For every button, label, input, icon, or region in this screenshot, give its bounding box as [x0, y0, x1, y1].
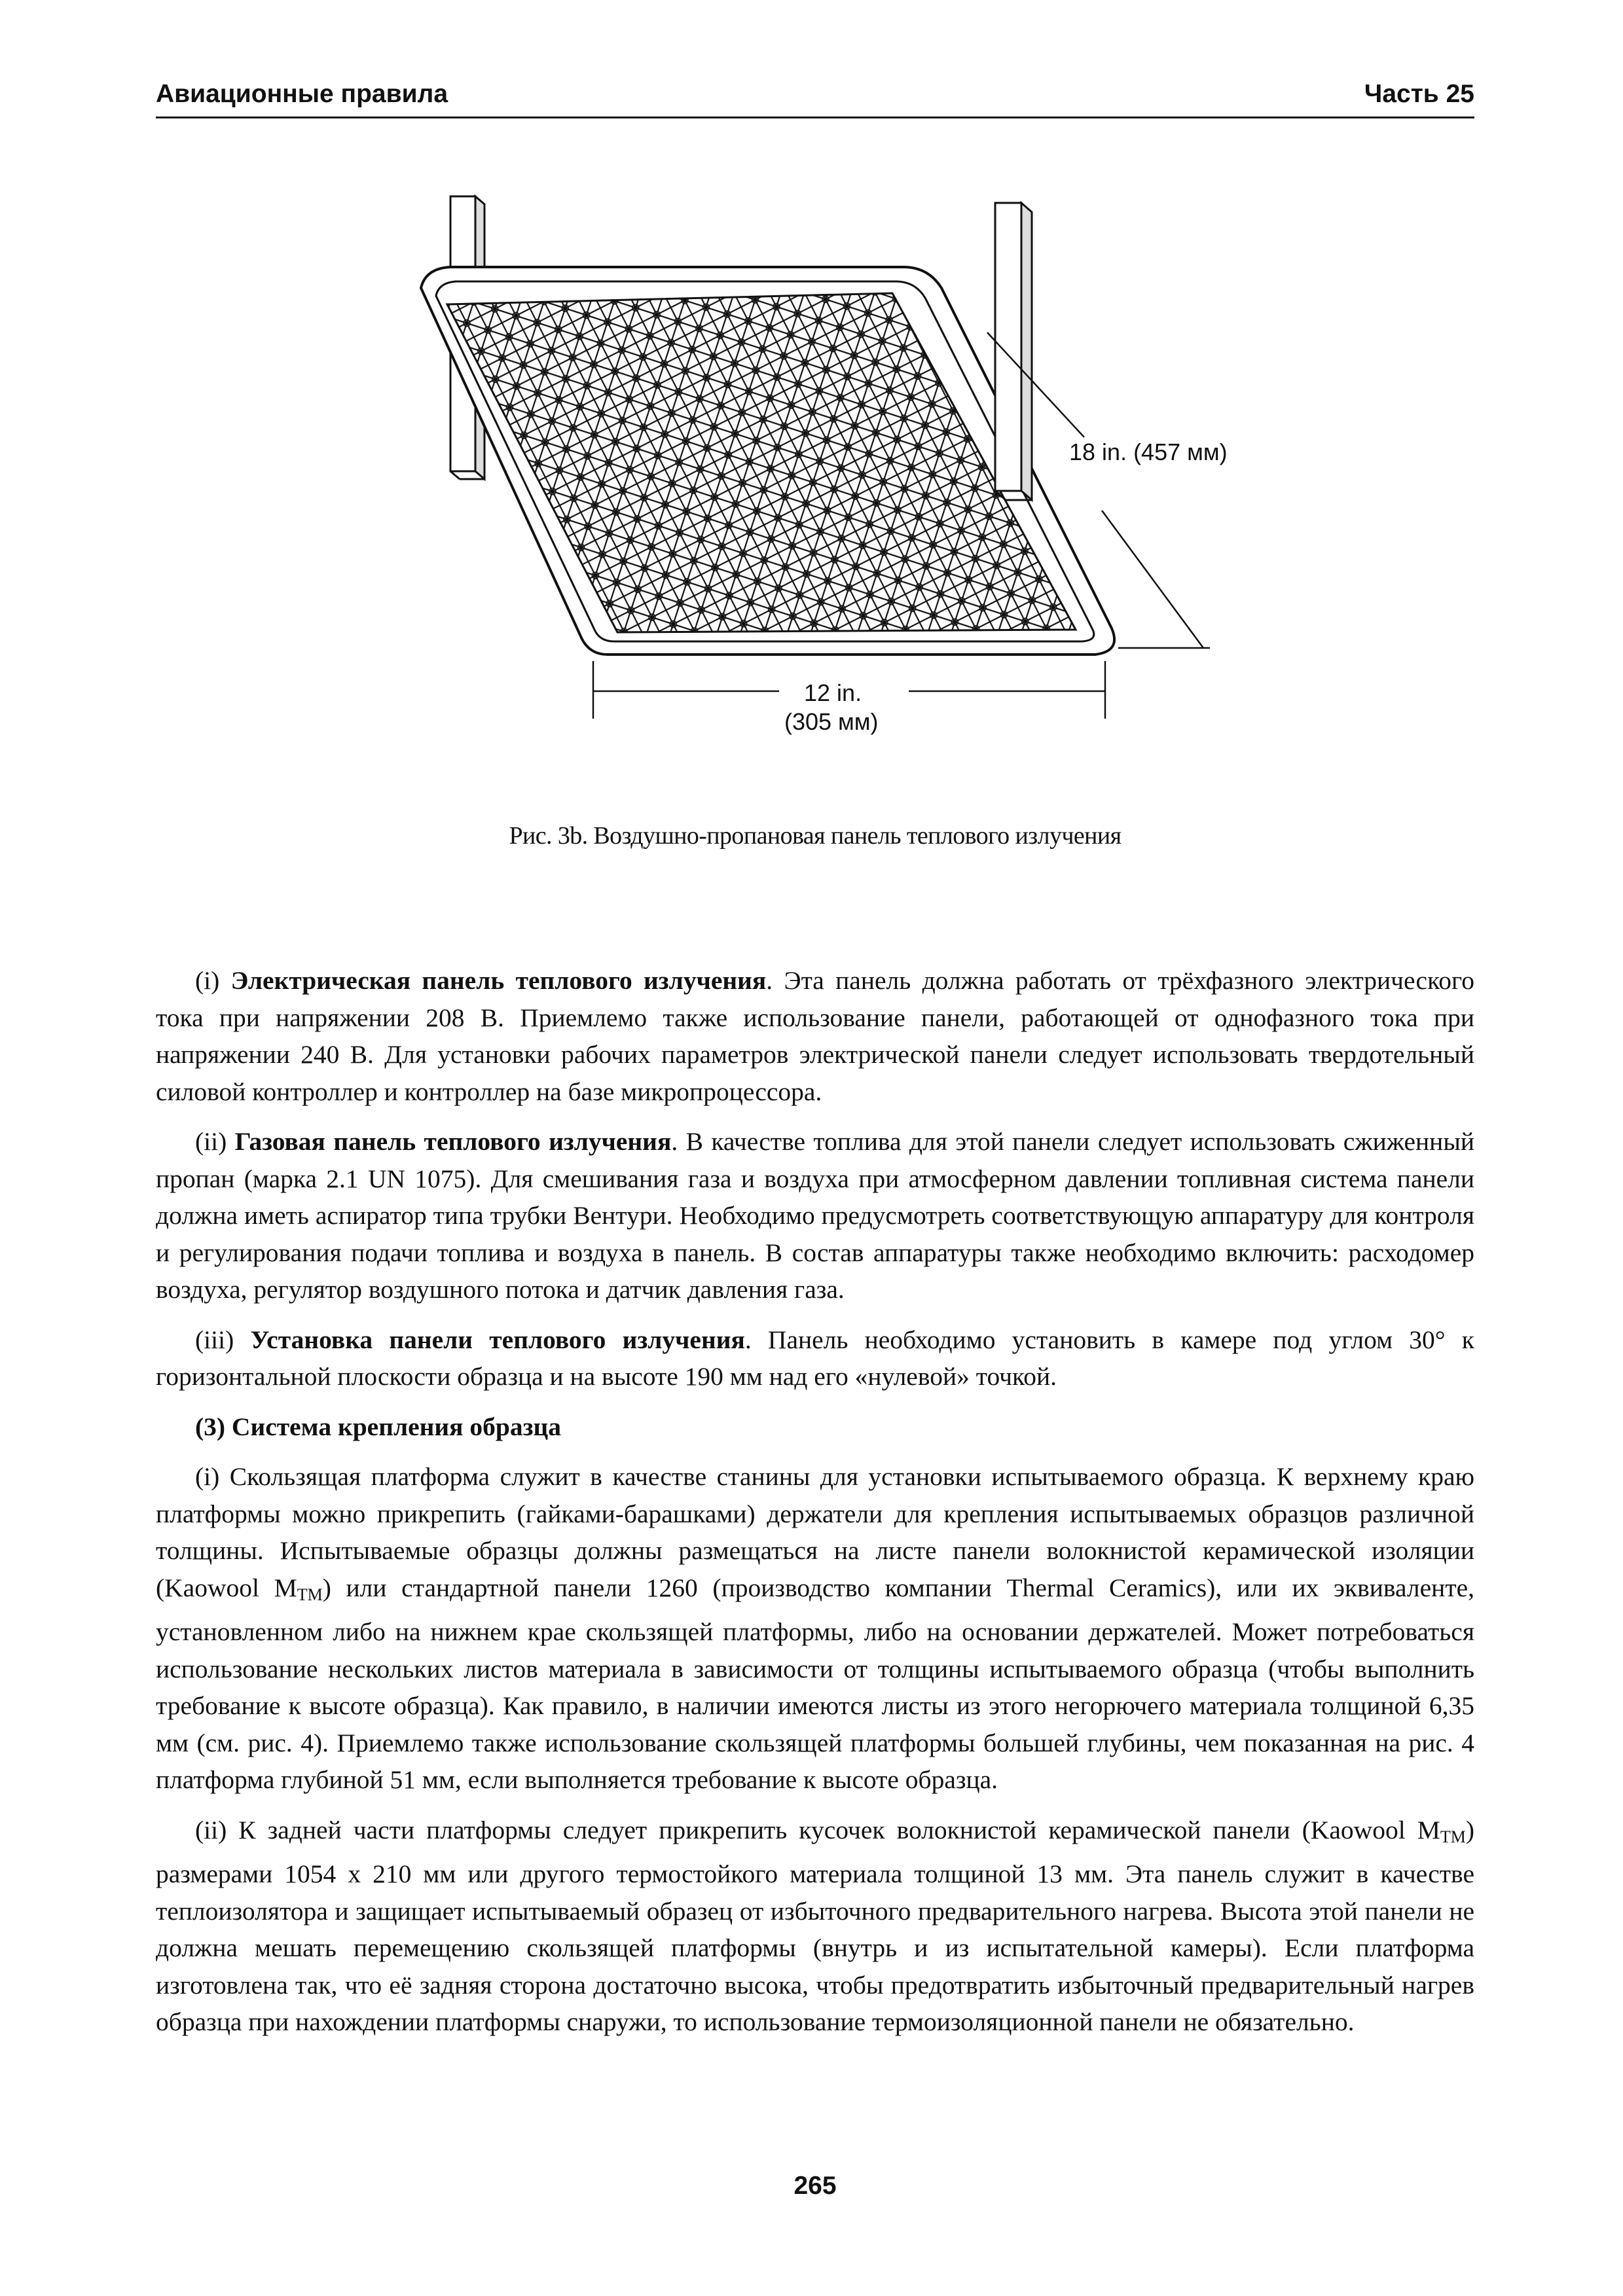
figure-radiant-panel	[156, 164, 1474, 818]
paragraph-text: (ii) К задней части платформы следует прикрепить кусочек волокнистой керамической панели (Kaowool M	[195, 1815, 1440, 1844]
paragraph-title: Электрическая панель теплового излучения	[230, 966, 767, 995]
trademark-subscript: TM	[1440, 1827, 1466, 1846]
section-heading-specimen-mounting	[156, 1408, 1474, 1446]
trademark-subscript: TM	[297, 1585, 323, 1604]
paragraph-text: (i) Скользящая платформа служит в качестве станины для установки испытываемого образца. К верхнему краю платформы можно прикрепить (гайками-барашками) держатели для крепления испытываемых образцов различной толщины. Испытываемые образцы должны размещаться на листе панели волокнистой керамической изоляции (Kaowool M	[156, 1462, 1474, 1602]
page-header	[156, 77, 1474, 118]
paragraph-prefix: (ii)	[195, 1127, 235, 1156]
paragraph-text: . Эта панель должна работать от трёхфазного электрического тока при напряжении 208 В. Приемлемо также использование панели, работающей от однофазного тока при напряжении 240 В. Для установки рабочих параметров электрической панели следует использовать твердотельный силовой контроллер и контроллер на базе микропроцессора.	[156, 966, 1474, 1106]
header-part-number: Часть 25	[1364, 80, 1474, 108]
figure-caption: Рис. 3b. Воздушно-пропановая панель теплового излучения	[509, 822, 1122, 850]
paragraph-title: Газовая панель теплового излучения	[234, 1127, 672, 1156]
right-mounting-post	[995, 203, 1032, 500]
paragraph-prefix: (iii)	[195, 1325, 251, 1354]
paragraph-sliding-platform	[156, 1458, 1474, 1799]
page-number: 265	[793, 2172, 837, 2200]
paragraph-title: Установка панели теплового излучения	[250, 1325, 745, 1354]
paragraph-text: ) или стандартной панели 1260 (производство компании Thermal Ceramics), или их эквиваленте, установленном либо на нижнем крае скользящей платформы, либо на основании держателей. Может потребоваться использование нескольких листов материала в зависимости от толщины испытываемого образца (чтобы выполнить требование к высоте образца). Как правило, в наличии имеются листы из этого негорючего материала толщиной 6,35 мм (см. рис. 4). Приемлемо также использование скользящей платформы большей глубины, чем показанная на рис. 4 платформа глубиной 51 мм, если выполняется требование к высоте образца.	[156, 1573, 1474, 1794]
paragraph-text: . Панель необходимо установить в камере под углом 30° к горизонтальной плоскости образца и на высоте 190 мм над его «нулевой» точкой.	[156, 1325, 1475, 1391]
paragraph-text: . В качестве топлива для этой панели следует использовать сжиженный пропан (марка 2.1 UN 1075). Для смешивания газа и воздуха при атмосферном давлении топливная система панели должна иметь аспиратор типа трубки Вентури. Необходимо предусмотреть соответствующую аппаратуру для контроля и регулирования подачи топлива и воздуха в панель. В состав аппаратуры также необходимо включить: расходомер воздуха, регулятор воздушного потока и датчик давления газа.	[156, 1127, 1475, 1304]
dimension-label-18in: 18 in. (457 мм)	[1069, 439, 1228, 465]
paragraph-text: ) размерами 1054 x 210 мм или другого термостойкого материала толщиной 13 мм. Эта панель служит в качестве теплоизолятора и защищает испытываемый образец от избыточного предварительного нагрева. Высота этой панели не должна мешать перемещению скользящей платформы (внутрь и из испытательной камеры). Если платформа изготовлена так, что её задняя сторона достаточно высока, чтобы предотвратить избыточный предварительный нагрев образца при нахождении платформы снаружи, то использование термоизоляционной панели не обязательно.	[156, 1815, 1474, 2036]
dimension-label-12in: 12 in.	[804, 679, 862, 706]
header-document-title: Авиационные правила	[156, 80, 448, 108]
paragraph-insulation-board	[156, 1812, 1474, 2041]
paragraph-panel-installation	[156, 1321, 1474, 1395]
section-heading-text: (3) Система крепления образца	[195, 1412, 562, 1441]
paragraph-electric-panel	[156, 962, 1474, 1110]
body-text	[156, 962, 1474, 2054]
panel-mesh	[447, 293, 1076, 632]
dimension-label-305mm: (305 мм)	[784, 708, 879, 735]
paragraph-gas-panel	[156, 1123, 1474, 1308]
paragraph-prefix: (i)	[195, 966, 231, 995]
